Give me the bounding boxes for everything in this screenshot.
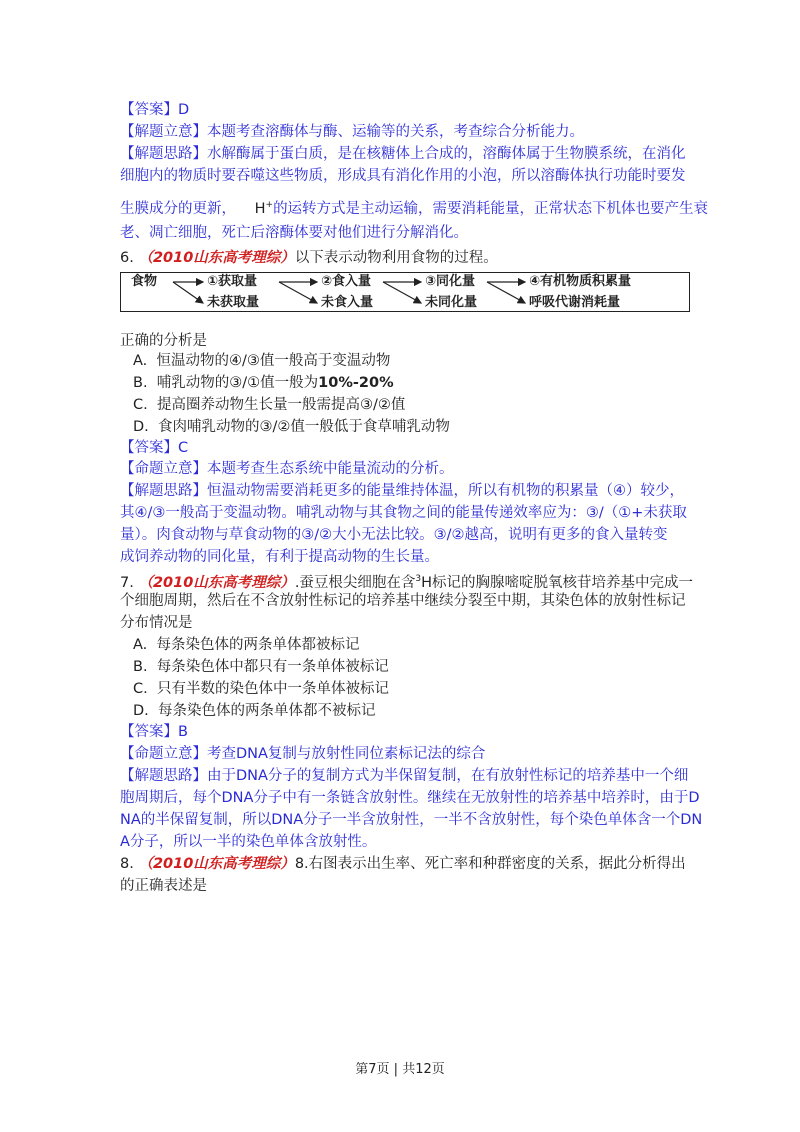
page-total: 共12页 — [402, 1062, 445, 1077]
q7-idea-line-1 — [120, 765, 688, 787]
q5-idea-line-4: 老、凋亡细胞，死亡后溶酶体要对他们进行分解消化。 — [120, 225, 468, 241]
idea-tag: 【解题思路】 — [120, 146, 207, 162]
footer-separator: | — [393, 1062, 399, 1077]
answer-tag: 【答案】 — [120, 440, 178, 456]
q6-option-b[interactable] — [133, 372, 394, 394]
answer-value: C — [178, 440, 189, 456]
q5-idea-line-3 — [120, 194, 708, 220]
option-text: 恒温动物的④/③值一般高于变温动物 — [156, 353, 391, 369]
answer-tag: 【答案】 — [120, 724, 178, 740]
q6-stem — [120, 247, 498, 269]
question-number: 8. — [120, 856, 134, 872]
isotope-mass: 3 — [415, 574, 422, 584]
q6-intent-line — [120, 458, 454, 480]
option-label: D. — [133, 703, 149, 719]
q6-option-a[interactable] — [133, 350, 390, 372]
q7-option-a[interactable] — [133, 634, 360, 656]
option-label: A. — [133, 353, 148, 369]
q6-prompt: 正确的分析是 — [120, 333, 207, 349]
flow-not-obtained: 未获取量 — [207, 295, 260, 310]
option-text: 食肉哺乳动物的③/②值一般低于食草哺乳动物 — [158, 419, 450, 435]
question-source: （2010山东高考理综） — [138, 250, 295, 266]
page-footer — [0, 1058, 800, 1077]
option-label: C. — [133, 397, 148, 413]
option-percent: 10%-20% — [318, 375, 394, 391]
option-label: B. — [133, 375, 148, 391]
q8-stem-line-2: 的正确表述是 — [120, 878, 207, 894]
idea-text-a: 生膜成分的更新， — [120, 200, 236, 217]
q5-idea-line-1 — [120, 143, 686, 165]
question-number: 6. — [120, 250, 134, 266]
idea-tag: 【解题思路】 — [120, 483, 207, 499]
question-stem: 8.右图表示出生率、死亡率和种群密度的关系，据此分析得出 — [294, 856, 686, 872]
idea-text: 由于DNA分子的复制方式为半保留复制，在有放射性标记的培养基中一个细 — [207, 768, 689, 784]
question-stem: 以下表示动物利用食物的过程。 — [294, 250, 498, 266]
option-label: C. — [133, 681, 148, 697]
q7-idea-line-4: A分子，所以一半的染色单体含放射性。 — [120, 834, 377, 850]
option-text: 哺乳动物的③/①值一般为 — [156, 375, 319, 391]
q7-option-c[interactable] — [133, 678, 389, 700]
q5-intent-line — [120, 121, 584, 143]
option-text: 提高圈养动物生长量一般需提高③/②值 — [156, 397, 406, 413]
q6-idea-line-3: 量）。肉食动物与草食动物的③/②大小无法比较。③/②越高，说明有更多的食入量转变 — [120, 527, 668, 543]
intent-text: 考查DNA复制与放射性同位素标记法的综合 — [207, 746, 486, 762]
intent-text: 本题考查溶酶体与酶、运输等的关系，考查综合分析能力。 — [207, 124, 584, 140]
flow-intake: ②食入量 — [321, 274, 372, 289]
option-label: B. — [133, 659, 148, 675]
q7-option-b[interactable] — [133, 656, 389, 678]
q5-idea-line-2: 细胞内的物质时要吞噬这些物质，形成具有消化作用的小泡，所以溶酶体执行功能时要发 — [120, 168, 686, 184]
q8-stem-line-1 — [120, 853, 686, 875]
idea-tag: 【解题思路】 — [120, 768, 207, 784]
q6-idea-line-2: 其④/③一般高于变温动物。哺乳动物与其食物之间的能量传递效率应为：③/（①+未获取 — [120, 505, 687, 521]
option-text: 每条染色体中都只有一条单体被标记 — [156, 659, 389, 675]
q6-idea-line-4: 成饲养动物的同化量，有利于提高动物的生长量。 — [120, 549, 439, 565]
option-text: 每条染色体的两条单体都不被标记 — [158, 703, 376, 719]
answer-value: D — [178, 102, 190, 118]
h-charge: + — [265, 200, 274, 210]
idea-text-b: 的运转方式是主动运输，需要消耗能量，正常状态下机体也要产生衰 — [273, 200, 709, 217]
arrow-food-not-obtained — [173, 282, 203, 303]
flow-respiration: 呼吸代谢消耗量 — [529, 295, 621, 310]
flow-food: 食物 — [131, 274, 158, 289]
question-stem-b: H标记的胸腺嘧啶脱氧核苷培养基中完成一 — [421, 574, 694, 591]
q7-option-d[interactable] — [133, 700, 376, 722]
q7-idea-line-3: NA的半保留复制，所以DNA分子一半含放射性，一半不含放射性，每个染色单体含一个DN — [120, 812, 703, 828]
page-number: 第7页 — [355, 1062, 390, 1077]
flow-obtained: ①获取量 — [207, 274, 258, 289]
q7-idea-line-2: 胞周期后，每个DNA分子中有一条链含放射性。继续在无放射性的培养基中培养时，由于D — [120, 790, 700, 806]
intent-text: 本题考查生态系统中能量流动的分析。 — [207, 461, 454, 477]
flow-assimilated: ③同化量 — [425, 274, 476, 289]
arrow-assimilated-respiration — [487, 282, 525, 303]
h-letter: H — [254, 200, 266, 217]
q7-stem-line-2: 个细胞周期，然后在不含放射性标记的培养基中继续分裂至中期，其染色体的放射性标记 — [120, 593, 686, 609]
q5-answer-line — [120, 99, 189, 121]
option-text: 只有半数的染色体中一条单体被标记 — [156, 681, 389, 697]
q6-answer-line — [120, 437, 188, 459]
food-utilization-flow-diagram — [120, 272, 690, 312]
question-source: （2010山东高考理综） — [138, 574, 295, 591]
option-text: 每条染色体的两条单体都被标记 — [156, 637, 360, 653]
q7-answer-line — [120, 721, 188, 743]
arrow-intake-not-assimilated — [383, 282, 421, 303]
q6-idea-line-1 — [120, 480, 684, 502]
arrow-obtained-not-intake — [279, 282, 317, 303]
q6-option-c[interactable] — [133, 394, 405, 416]
answer-tag: 【答案】 — [120, 102, 178, 118]
flow-accumulated: ④有机物质积累量 — [529, 274, 632, 289]
intent-tag: 【命题立意】 — [120, 746, 207, 762]
question-source: （2010山东高考理综） — [138, 856, 295, 872]
question-number: 7. — [120, 574, 134, 591]
flow-not-intake: 未食入量 — [321, 295, 374, 310]
intent-tag: 【解题立意】 — [120, 124, 207, 140]
idea-text: 恒温动物需要消耗更多的能量维持体温，所以有机物的积累量（④）较少， — [207, 483, 684, 499]
q7-stem-line-3: 分布情况是 — [120, 615, 193, 631]
q7-intent-line — [120, 743, 485, 765]
answer-value: B — [178, 724, 188, 740]
option-label: D. — [133, 419, 149, 435]
idea-text: 水解酶属于蛋白质，是在核糖体上合成的，溶酶体属于生物膜系统，在消化 — [207, 146, 686, 162]
question-stem-a: .蚕豆根尖细胞在含 — [294, 574, 416, 591]
flow-not-assimilated: 未同化量 — [425, 295, 478, 310]
option-label: A. — [133, 637, 148, 653]
h-ion-symbol — [255, 201, 273, 217]
intent-tag: 【命题立意】 — [120, 461, 207, 477]
q6-option-d[interactable] — [133, 416, 450, 438]
